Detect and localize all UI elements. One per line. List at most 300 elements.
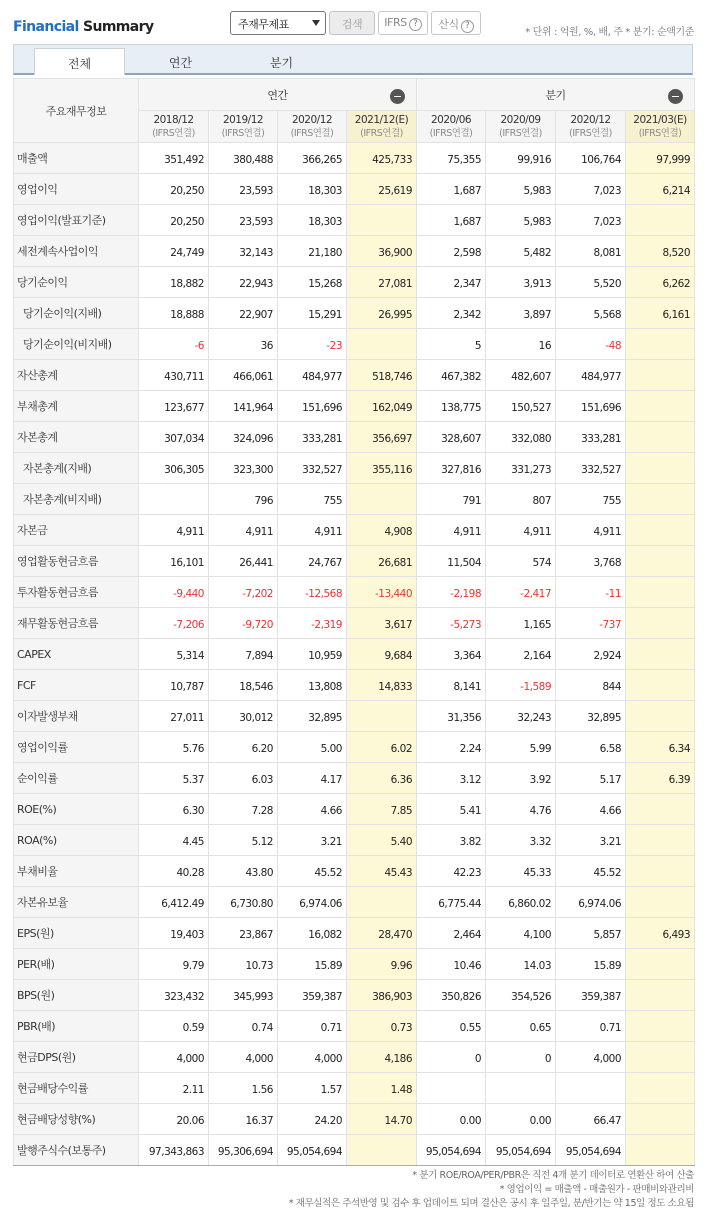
table-cell: 24,767 [278,546,347,577]
row-label: ROE(%) [14,794,139,825]
table-cell: 95,054,694 [278,1135,347,1166]
table-cell: 16,101 [139,546,209,577]
table-cell: 332,080 [486,422,556,453]
header-bar [0,0,706,44]
row-label: 자본금 [14,515,139,546]
table-cell: 354,526 [486,980,556,1011]
table-cell: 2,342 [417,298,486,329]
table-cell: 0.73 [347,1011,417,1042]
table-cell: 24.20 [278,1104,347,1135]
table-cell: 26,441 [209,546,278,577]
table-cell: 10,787 [139,670,209,701]
table-cell: 4,911 [486,515,556,546]
title-financial: Financial [13,19,79,35]
table-cell [626,701,695,732]
table-cell: 26,995 [347,298,417,329]
period-label: 2018/12 [153,113,194,126]
table-cell: 43.80 [209,856,278,887]
table-cell [139,484,209,515]
period-header [556,111,626,143]
footnotes [289,1169,694,1211]
table-cell: 18,882 [139,267,209,298]
table-cell [626,546,695,577]
table-cell [626,577,695,608]
table-cell: 307,034 [139,422,209,453]
table-cell: 5.41 [417,794,486,825]
table-cell: 9.96 [347,949,417,980]
table-cell: 32,895 [278,701,347,732]
table-cell: -9,720 [209,608,278,639]
table-row [14,391,695,422]
row-label: 영업이익 [14,174,139,205]
footnote: * 영업이익 = 매출액 - 매출원가 - 판매비와관리비 [499,1184,694,1195]
table-cell: 380,488 [209,143,278,174]
table-cell: 3.12 [417,763,486,794]
tab-quarterly[interactable]: 분기 [269,56,294,70]
table-cell: -2,417 [486,577,556,608]
table-cell: 141,964 [209,391,278,422]
table-cell: 7.85 [347,794,417,825]
table-row [14,670,695,701]
table-cell: 4,908 [347,515,417,546]
row-label: BPS(원) [14,980,139,1011]
table-cell: 332,527 [556,453,626,484]
table-cell: 5,482 [486,236,556,267]
table-cell [626,515,695,546]
statement-type-select[interactable] [230,11,326,35]
table-cell: 2,464 [417,918,486,949]
table-cell: -12,568 [278,577,347,608]
table-cell: 28,470 [347,918,417,949]
row-label: 매출액 [14,143,139,174]
table-cell: 23,593 [209,174,278,205]
table-cell: 466,061 [209,360,278,391]
table-cell [626,1073,695,1104]
table-row [14,1135,695,1166]
table-cell: 20,250 [139,205,209,236]
table-row [14,825,695,856]
table-cell: 430,711 [139,360,209,391]
table-cell: 6,860.02 [486,887,556,918]
table-row [14,236,695,267]
table-cell: 3,364 [417,639,486,670]
table-cell: 359,387 [278,980,347,1011]
table-cell: 22,907 [209,298,278,329]
quarterly-group-header [417,79,695,111]
table-row [14,143,695,174]
period-header [626,111,695,143]
table-cell: 21,180 [278,236,347,267]
table-cell [626,391,695,422]
table-cell: 9.79 [139,949,209,980]
table-row [14,639,695,670]
table-row [14,360,695,391]
row-label: 자본총계 [14,422,139,453]
row-label: FCF [14,670,139,701]
table-row [14,577,695,608]
table-cell: 138,775 [417,391,486,422]
table-cell: 574 [486,546,556,577]
row-label: 이자발생부채 [14,701,139,732]
collapse-annual-icon[interactable] [390,89,405,104]
table-cell: 0.59 [139,1011,209,1042]
table-cell: 45.52 [556,856,626,887]
table-cell: 4,000 [278,1042,347,1073]
table-cell: 2.24 [417,732,486,763]
period-label: 2021/12(E) [354,113,409,126]
table-cell: 9,684 [347,639,417,670]
table-cell: -7,202 [209,577,278,608]
table-cell: 30,012 [209,701,278,732]
table-cell: 5,983 [486,174,556,205]
table-cell: 324,096 [209,422,278,453]
table-cell: 20.06 [139,1104,209,1135]
table-cell [347,887,417,918]
question-icon: ? [409,18,422,31]
table-cell: 6,974.06 [556,887,626,918]
table-cell [347,1135,417,1166]
table-row [14,732,695,763]
table-cell: 5,983 [486,205,556,236]
row-label: PBR(배) [14,1011,139,1042]
table-cell: 10.46 [417,949,486,980]
table-row [14,980,695,1011]
row-label: 부채비율 [14,856,139,887]
annual-group-header [139,79,417,111]
table-cell: 6,974.06 [278,887,347,918]
row-label: 재무활동현금흐름 [14,608,139,639]
table-cell: 20,250 [139,174,209,205]
table-cell: 5.37 [139,763,209,794]
table-row [14,887,695,918]
table-cell: 0.74 [209,1011,278,1042]
table-cell: 0.55 [417,1011,486,1042]
table-cell: 327,816 [417,453,486,484]
table-cell: 4,000 [556,1042,626,1073]
table-cell: 42.23 [417,856,486,887]
table-cell [626,670,695,701]
table-cell: 7.28 [209,794,278,825]
table-cell: 359,387 [556,980,626,1011]
table-cell: 3,913 [486,267,556,298]
period-label: 2020/06 [430,113,472,126]
table-cell: 6.39 [626,763,695,794]
table-cell: 97,999 [626,143,695,174]
row-label: 영업활동현금흐름 [14,546,139,577]
table-cell: 10,959 [278,639,347,670]
table-cell: 4,911 [417,515,486,546]
table-cell: 1.56 [209,1073,278,1104]
table-cell: 4,186 [347,1042,417,1073]
row-label: 부채총계 [14,391,139,422]
table-cell [556,1073,626,1104]
table-cell: 3.21 [556,825,626,856]
table-cell: 14.70 [347,1104,417,1135]
table-cell: 16,082 [278,918,347,949]
table-cell [626,639,695,670]
table-cell: 45.43 [347,856,417,887]
table-cell: 7,023 [556,205,626,236]
table-cell: 6,493 [626,918,695,949]
table-row [14,918,695,949]
table-cell: 807 [486,484,556,515]
table-cell: 323,432 [139,980,209,1011]
table-cell: 4,000 [139,1042,209,1073]
period-basis: (IFRS연결) [429,127,473,139]
table-cell: 5 [417,329,486,360]
table-cell: 333,281 [278,422,347,453]
table-cell: 6,161 [626,298,695,329]
table-cell: 15.89 [556,949,626,980]
ifrs-label: IFRS [384,16,407,29]
table-cell: 14.03 [486,949,556,980]
table-cell: -9,440 [139,577,209,608]
unit-note: * 단위 : 억원, %, 배, 주 * 분기: 순액기준 [525,27,694,38]
table-cell: 366,265 [278,143,347,174]
period-basis: (IFRS연결) [360,127,403,139]
table-cell: -23 [278,329,347,360]
table-cell [486,1073,556,1104]
row-label: 자본총계(지배) [14,453,139,484]
table-row [14,205,695,236]
table-cell: 95,054,694 [486,1135,556,1166]
table-row [14,763,695,794]
table-cell [347,329,417,360]
table-cell: 5.40 [347,825,417,856]
table-cell [347,701,417,732]
table-cell: 36 [209,329,278,360]
row-label: 투자활동현금흐름 [14,577,139,608]
table-row [14,515,695,546]
table-cell: 0.65 [486,1011,556,1042]
table-cell: 26,681 [347,546,417,577]
table-cell: 350,826 [417,980,486,1011]
table-cell: 5,857 [556,918,626,949]
table-cell: 8,520 [626,236,695,267]
period-basis: (IFRS연결) [152,127,195,139]
table-cell: 18,303 [278,174,347,205]
tab-all[interactable]: 전체 [34,48,125,75]
table-cell: 5.76 [139,732,209,763]
table-cell [626,825,695,856]
table-cell: 18,546 [209,670,278,701]
table-cell: 467,382 [417,360,486,391]
table-cell [626,1135,695,1166]
table-cell: 32,895 [556,701,626,732]
table-cell [626,1011,695,1042]
row-label: 세전계속사업이익 [14,236,139,267]
table-cell: 2,924 [556,639,626,670]
table-cell: 755 [556,484,626,515]
row-label: 순이익률 [14,763,139,794]
table-cell: 97,343,863 [139,1135,209,1166]
financial-summary-table [13,78,695,1166]
table-cell: 5,314 [139,639,209,670]
table-cell: 8,081 [556,236,626,267]
table-cell: 5.12 [209,825,278,856]
row-label: 자본총계(비지배) [14,484,139,515]
table-cell: 16.37 [209,1104,278,1135]
table-cell: 0.71 [556,1011,626,1042]
table-cell: 32,143 [209,236,278,267]
table-row [14,1042,695,1073]
table-cell: -11 [556,577,626,608]
table-cell: 6,262 [626,267,695,298]
table-cell [626,608,695,639]
table-cell: 5,520 [556,267,626,298]
row-label: 현금배당수익률 [14,1073,139,1104]
table-cell: 19,403 [139,918,209,949]
table-cell: 10.73 [209,949,278,980]
row-label: 영업이익(발표기준) [14,205,139,236]
table-cell: 2,598 [417,236,486,267]
row-label: 현금배당성향(%) [14,1104,139,1135]
table-cell: 6.20 [209,732,278,763]
table-cell: 5.99 [486,732,556,763]
table-cell: 15,291 [278,298,347,329]
table-cell: 22,943 [209,267,278,298]
table-cell: 3,617 [347,608,417,639]
table-cell: 355,116 [347,453,417,484]
table-cell [626,980,695,1011]
row-label: 당기순이익(비지배) [14,329,139,360]
table-cell: 5.00 [278,732,347,763]
table-cell: 3.32 [486,825,556,856]
table-cell: 23,593 [209,205,278,236]
collapse-quarterly-icon[interactable] [668,89,683,104]
table-cell: 99,916 [486,143,556,174]
table-cell: -13,440 [347,577,417,608]
table-cell: 3.21 [278,825,347,856]
table-cell: 4,911 [139,515,209,546]
row-label: CAPEX [14,639,139,670]
table-cell: 32,243 [486,701,556,732]
table-row [14,422,695,453]
table-cell: 4,911 [209,515,278,546]
page-title [13,19,153,35]
table-cell: 796 [209,484,278,515]
select-value: 주재무제표 [238,18,289,31]
table-cell: 4,911 [278,515,347,546]
table-cell: 518,746 [347,360,417,391]
table-cell: 16 [486,329,556,360]
table-cell [626,1104,695,1135]
table-cell: 15.89 [278,949,347,980]
row-label: ROA(%) [14,825,139,856]
table-cell: 5.17 [556,763,626,794]
table-cell: 8,141 [417,670,486,701]
table-cell [347,205,417,236]
table-cell: 27,081 [347,267,417,298]
table-cell: 6,214 [626,174,695,205]
period-header [347,111,417,143]
table-row [14,298,695,329]
table-cell: 484,977 [278,360,347,391]
table-row [14,329,695,360]
formula-label: 산식 [438,18,459,31]
annual-group-label: 연간 [267,88,288,102]
period-header [139,111,209,143]
table-cell: 1,687 [417,174,486,205]
table-cell: 0 [417,1042,486,1073]
table-cell: 123,677 [139,391,209,422]
table-cell: 484,977 [556,360,626,391]
table-cell: -737 [556,608,626,639]
table-cell: 15,268 [278,267,347,298]
period-basis: (IFRS연결) [638,127,682,139]
table-cell: 306,305 [139,453,209,484]
table-cell: 3,897 [486,298,556,329]
table-cell: -7,206 [139,608,209,639]
row-label: 영업이익률 [14,732,139,763]
table-cell [626,453,695,484]
table-cell: 6.03 [209,763,278,794]
table-row [14,701,695,732]
table-cell: -2,319 [278,608,347,639]
title-summary: Summary [82,19,154,35]
table-cell: 6.58 [556,732,626,763]
period-label: 2020/09 [500,113,541,126]
table-cell: 18,888 [139,298,209,329]
table-cell: 4.76 [486,794,556,825]
table-cell [626,329,695,360]
table-cell: 45.33 [486,856,556,887]
table-cell: 1.48 [347,1073,417,1104]
table-cell [626,949,695,980]
period-basis: (IFRS연결) [221,127,265,139]
table-cell [626,422,695,453]
table-cell [626,1042,695,1073]
table-cell: 4.45 [139,825,209,856]
row-label: 당기순이익(지배) [14,298,139,329]
row-label: 발행주식수(보통주) [14,1135,139,1166]
table-cell: 351,492 [139,143,209,174]
row-label: 현금DPS(원) [14,1042,139,1073]
tab-annual[interactable]: 연간 [168,56,193,70]
table-row [14,1073,695,1104]
table-cell: 6.30 [139,794,209,825]
table-cell: 332,527 [278,453,347,484]
table-cell: 6.34 [626,732,695,763]
table-cell: 2,164 [486,639,556,670]
table-cell: 6,412.49 [139,887,209,918]
quarterly-group-label: 분기 [545,88,566,102]
table-cell: 386,903 [347,980,417,1011]
table-cell: 6.02 [347,732,417,763]
table-cell [626,856,695,887]
table-row [14,267,695,298]
table-cell: 0 [486,1042,556,1073]
table-cell: 3.82 [417,825,486,856]
table-cell: 755 [278,484,347,515]
search-button[interactable]: 검색 [329,11,375,35]
period-basis: (IFRS연결) [290,127,334,139]
ifrs-help-button[interactable] [378,11,428,35]
table-cell [626,484,695,515]
table-cell: 328,607 [417,422,486,453]
table-cell: 45.52 [278,856,347,887]
formula-help-button[interactable] [431,11,481,35]
table-cell: 25,619 [347,174,417,205]
period-header [209,111,278,143]
table-cell: 323,300 [209,453,278,484]
table-cell: 7,894 [209,639,278,670]
table-cell: 5,568 [556,298,626,329]
table-row [14,949,695,980]
table-cell [347,484,417,515]
table-row [14,1011,695,1042]
table-cell: 7,023 [556,174,626,205]
